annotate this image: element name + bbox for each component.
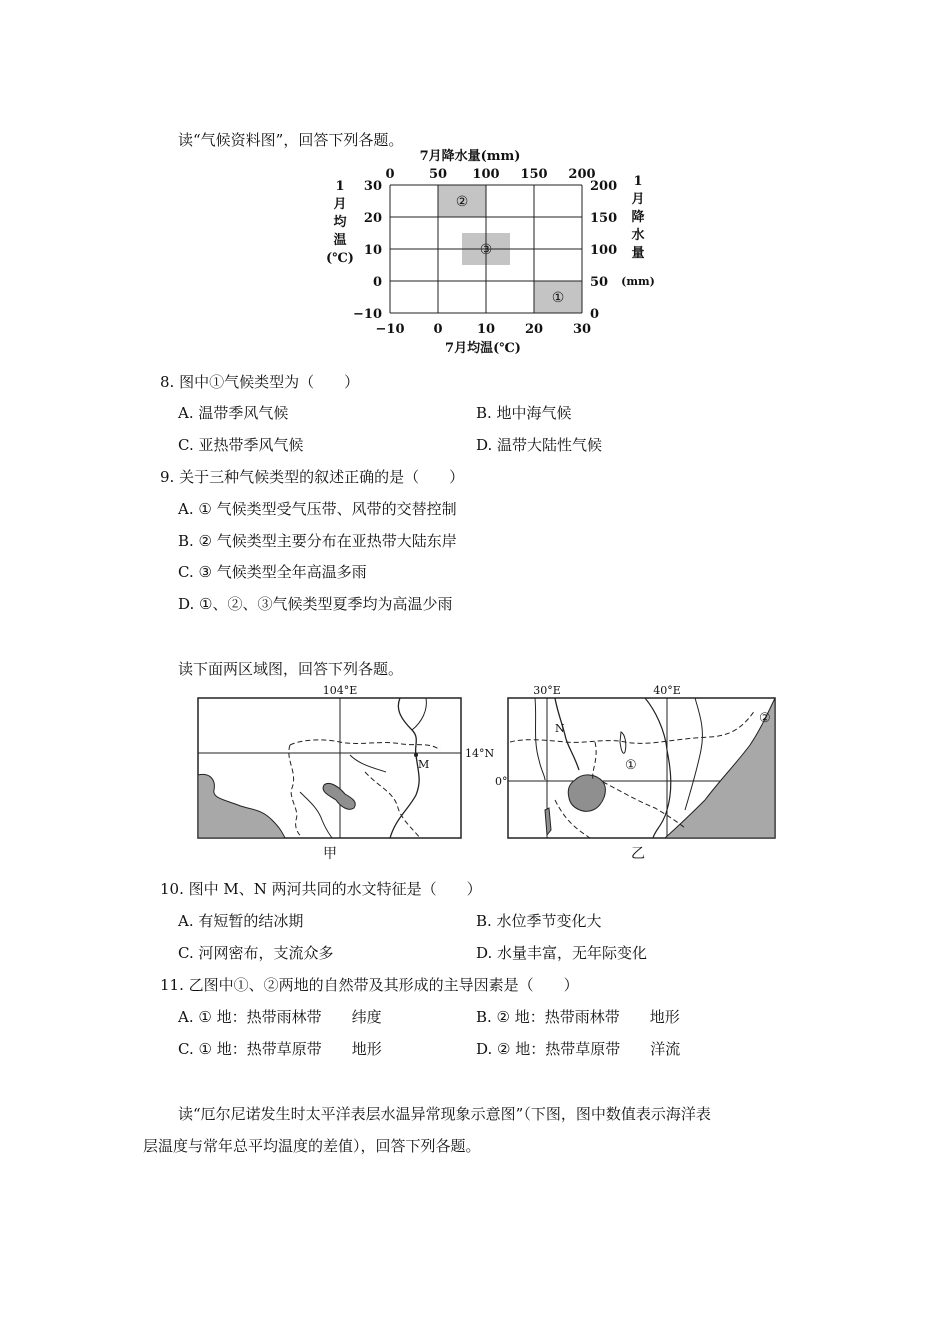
right-axis-label-char: 月 xyxy=(631,192,645,207)
q8-option-b[interactable]: B. 地中海气候 xyxy=(476,404,572,422)
jia-point-m: M xyxy=(418,758,430,771)
left-axis-label-char: 温 xyxy=(333,233,347,248)
right-axis-label-char: (mm) xyxy=(621,275,655,288)
yi-lat-label: 0° xyxy=(495,775,508,788)
intro-el-nino-line1: 读“厄尔尼诺发生时太平洋表层水温异常现象示意图”（下图，图中数值表示海洋表 xyxy=(178,1105,711,1123)
bottom-tick: 20 xyxy=(524,322,544,337)
region-label-2: ② xyxy=(455,194,469,210)
climate-chart xyxy=(320,145,660,360)
right-axis-label-char: 降 xyxy=(631,210,645,225)
bottom-tick: 10 xyxy=(476,322,496,337)
q9-option-b[interactable]: B. ② 气候类型主要分布在亚热带大陆东岸 xyxy=(178,532,457,550)
q11-option-c[interactable]: C. ① 地：热带草原带 地形 xyxy=(178,1040,382,1058)
yi-lon1-label: 30°E xyxy=(533,684,561,697)
q10-option-a[interactable]: A. 有短暂的结冰期 xyxy=(178,912,304,930)
bottom-tick: 0 xyxy=(433,322,443,337)
top-axis-label: 7月降水量(mm) xyxy=(419,149,521,164)
top-tick: 200 xyxy=(568,167,596,182)
q8-option-c[interactable]: C. 亚热带季风气候 xyxy=(178,436,304,454)
top-tick: 50 xyxy=(428,167,448,182)
jia-caption: 甲 xyxy=(323,846,337,862)
left-axis-label-char: 月 xyxy=(333,197,347,212)
yi-mark-2: ② xyxy=(759,711,771,726)
q10-option-c[interactable]: C. 河网密布，支流众多 xyxy=(178,944,334,962)
intro-climate-chart: 读“气候资料图”，回答下列各题。 xyxy=(178,131,404,149)
bottom-tick: −10 xyxy=(375,322,405,337)
region-label-3: ③ xyxy=(479,242,493,258)
q8-option-a[interactable]: A. 温带季风气候 xyxy=(178,404,289,422)
yi-lake xyxy=(568,775,605,811)
left-axis-label-char: 均 xyxy=(333,215,347,230)
q9-option-a[interactable]: A. ① 气候类型受气压带、风带的交替控制 xyxy=(178,500,457,518)
right-tick: 0 xyxy=(590,307,600,322)
q11-option-a[interactable]: A. ① 地：热带雨林带 纬度 xyxy=(178,1008,382,1026)
bottom-tick: 30 xyxy=(572,322,592,337)
jia-lake xyxy=(323,783,355,809)
left-axis-label-char: (℃) xyxy=(326,251,354,266)
q10-option-d[interactable]: D. 水量丰富，无年际变化 xyxy=(476,944,648,962)
q11-option-b[interactable]: B. ② 地：热带雨林带 地形 xyxy=(476,1008,680,1026)
jia-sea xyxy=(198,774,285,838)
left-tick: 20 xyxy=(363,211,382,226)
jia-river-m xyxy=(390,698,419,838)
q11-stem: 11. 乙图中①、②两地的自然带及其形成的主导因素是（ ） xyxy=(160,976,579,994)
left-tick: 0 xyxy=(372,275,382,290)
right-tick: 200 xyxy=(590,179,618,194)
right-axis-label-char: 量 xyxy=(631,246,645,261)
top-tick: 0 xyxy=(385,167,395,182)
right-tick: 150 xyxy=(590,211,618,226)
q11-option-d[interactable]: D. ② 地：热带草原带 洋流 xyxy=(476,1040,681,1058)
right-axis-label-char: 1 xyxy=(633,174,643,189)
left-tick: −10 xyxy=(353,307,382,322)
right-axis-label-char: 水 xyxy=(631,228,645,243)
q10-stem: 10. 图中 M、N 两河共同的水文特征是（ ） xyxy=(160,880,482,898)
left-axis-label-char: 1 xyxy=(335,179,345,194)
jia-lat-label: 14°N xyxy=(465,747,495,760)
top-tick: 100 xyxy=(472,167,500,182)
q10-option-b[interactable]: B. 水位季节变化大 xyxy=(476,912,602,930)
q9-option-d[interactable]: D. ①、②、③气候类型夏季均为高温少雨 xyxy=(178,595,453,613)
q9-stem: 9. 关于三种气候类型的叙述正确的是（ ） xyxy=(160,468,465,486)
intro-region-maps: 读下面两区域图，回答下列各题。 xyxy=(178,660,404,678)
map-yi xyxy=(495,680,785,865)
q8-stem: 8. 图中①气候类型为（ ） xyxy=(160,373,360,391)
yi-caption: 乙 xyxy=(631,846,645,862)
right-tick: 100 xyxy=(590,243,618,258)
bottom-axis-label: 7月均温(℃) xyxy=(445,341,521,356)
left-tick: 10 xyxy=(363,243,382,258)
map-jia xyxy=(190,680,500,865)
yi-mark-1: ① xyxy=(625,758,637,773)
top-tick: 150 xyxy=(520,167,548,182)
left-tick: 30 xyxy=(363,179,382,194)
intro-el-nino-line2: 层温度与常年总平均温度的差值），回答下列各题。 xyxy=(143,1137,481,1155)
q8-option-d[interactable]: D. 温带大陆性气候 xyxy=(476,436,603,454)
yi-point-n: N xyxy=(555,722,565,735)
q9-option-c[interactable]: C. ③ 气候类型全年高温多雨 xyxy=(178,563,367,581)
jia-lon-label: 104°E xyxy=(322,684,358,697)
right-tick: 50 xyxy=(590,275,609,290)
yi-lon2-label: 40°E xyxy=(653,684,681,697)
region-label-1: ① xyxy=(551,290,565,306)
